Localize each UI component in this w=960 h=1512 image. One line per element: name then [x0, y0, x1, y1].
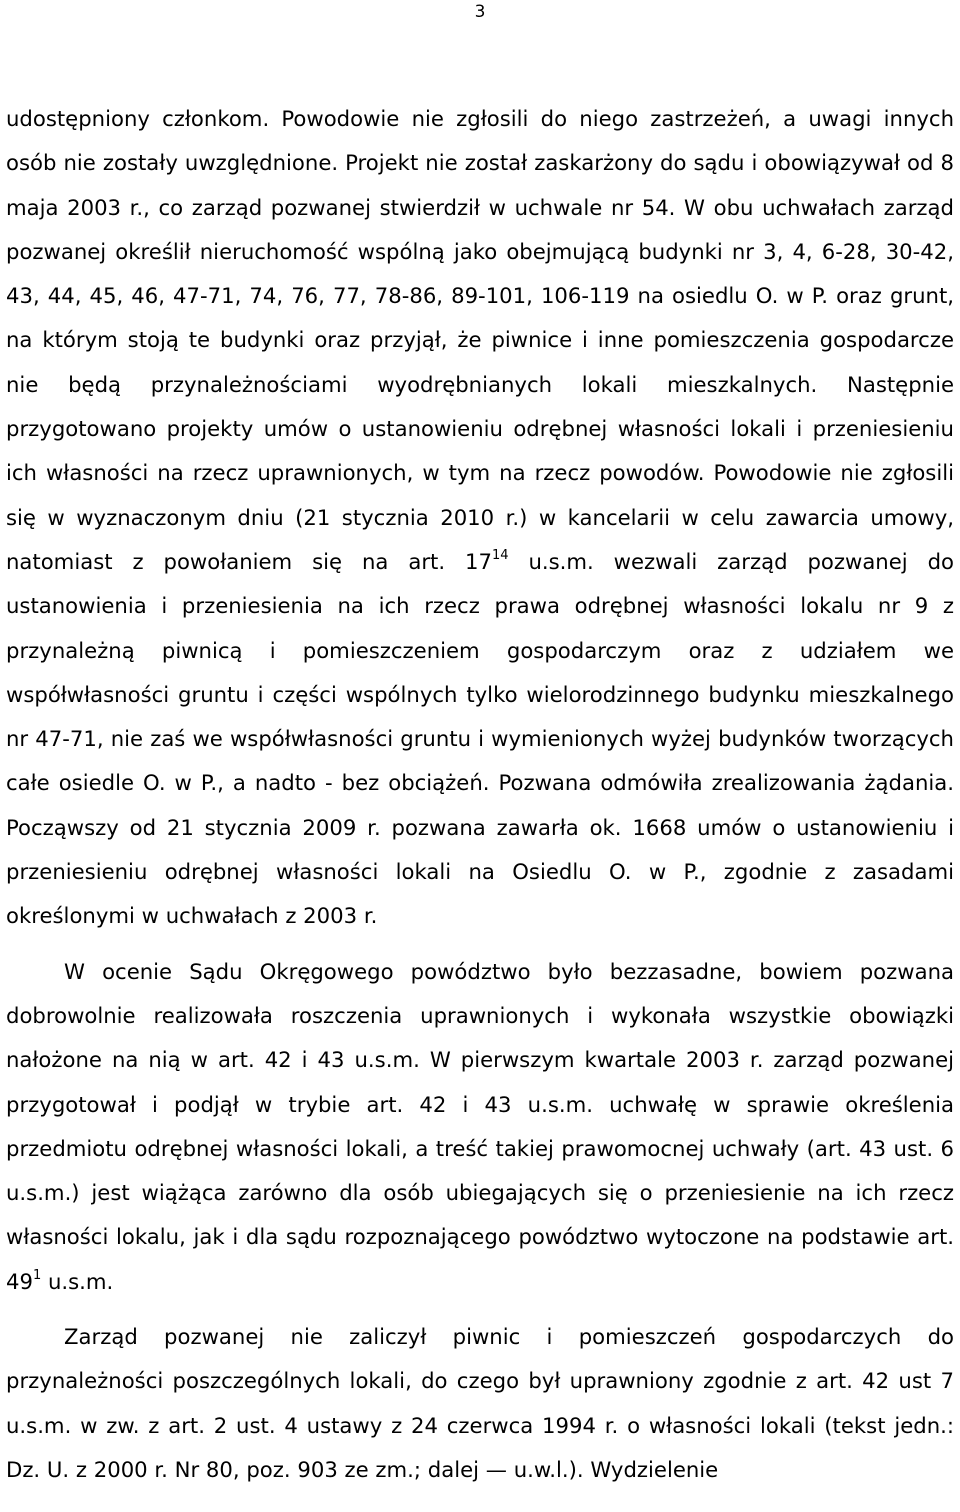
paragraph-court-assessment-text-cont: u.s.m. — [41, 1268, 114, 1294]
paragraph-board-decision-text: Zarząd pozwanej nie zaliczył piwnic i pomieszczeń gospodarczych do przynależności poszczególnych lokali, do czego był uprawniony zgodnie z art. 42 ust 7 u.s.m. w zw. z art. 2 ust. 4 ustawy z 24 czerwca 1994 r. o własności lokali (tekst jedn.: Dz. U. z 2000 r. Nr 80, poz. 903 ze zm.; dalej — u.w.l.). Wydzielenie — [6, 1324, 954, 1482]
footnote-superscript: 14 — [491, 547, 509, 563]
paragraph-facts — [6, 97, 954, 939]
document-body — [6, 97, 954, 1492]
paragraph-court-assessment-text: W ocenie Sądu Okręgowego powództwo było bezzasadne, bowiem pozwana dobrowolnie realizowała roszczenia uprawnionych i wykonała wszystkie obowiązki nałożone na nią w art. 42 i 43 u.s.m. W pierwszym kwartale 2003 r. zarząd pozwanej przygotował i podjął w trybie art. 42 i 43 u.s.m. uchwałę w sprawie określenia przedmiotu odrębnej własności lokali, a treść takiej prawomocnej uchwały (art. 43 ust. 6 u.s.m.) jest wiążąca zarówno dla osób ubiegających się o przeniesienie na ich rzecz własności lokalu, jak i dla sądu rozpoznającego powództwo wytoczone na podstawie art. 49 — [6, 958, 954, 1294]
paragraph-facts-text-cont: u.s.m. wezwali zarząd pozwanej do ustanowienia i przeniesienia na ich rzecz prawa odrębnej własności lokalu nr 9 z przynależną piwnicą i pomieszczeniem gospodarczym oraz z udziałem we współwłasności gruntu i części wspólnych tylko wielorodzinnego budynku mieszkalnego nr 47-71, nie zaś we współwłasności gruntu i wymienionych wyżej budynków tworzących całe osiedle O. w P., a nadto - bez obciążeń. Pozwana odmówiła zrealizowania żądania. Począwszy od 21 stycznia 2009 r. pozwana zawarła ok. 1668 umów o ustanowieniu i przeniesieniu odrębnej własności lokali na Osiedlu O. w P., zgodnie z zasadami określonymi w uchwałach z 2003 r. — [6, 548, 954, 929]
page-number: 3 — [474, 2, 486, 22]
article-superscript: 1 — [32, 1267, 42, 1283]
paragraph-court-assessment — [6, 950, 954, 1304]
paragraph-board-decision — [6, 1315, 954, 1492]
paragraph-facts-text: udostępniony członkom. Powodowie nie zgłosili do niego zastrzeżeń, a uwagi innych osób nie zostały uwzględnione. Projekt nie został zaskarżony do sądu i obowiązywał od 8 maja 2003 r., co zarząd pozwanej stwierdził w uchwale nr 54. W obu uchwałach zarząd pozwanej określił nieruchomość wspólną jako obejmującą budynki nr 3, 4, 6-28, 30-42, 43, 44, 45, 46, 47-71, 74, 76, 77, 78-86, 89-101, 106-119 na osiedlu O. w P. oraz grunt, na którym stoją te budynki oraz przyjął, że piwnice i inne pomieszczenia gospodarcze nie będą przynależnościami wyodrębnianych lokali mieszkalnych. Następnie przygotowano projekty umów o ustanowieniu odrębnej własności lokali i przeniesieniu ich własności na rzecz uprawnionych, w tym na rzecz powodów. Powodowie nie zgłosili się w wyznaczonym dniu (21 stycznia 2010 r.) w kancelarii w celu zawarcia umowy, natomiast z powołaniem się na art. 17 — [6, 106, 954, 574]
